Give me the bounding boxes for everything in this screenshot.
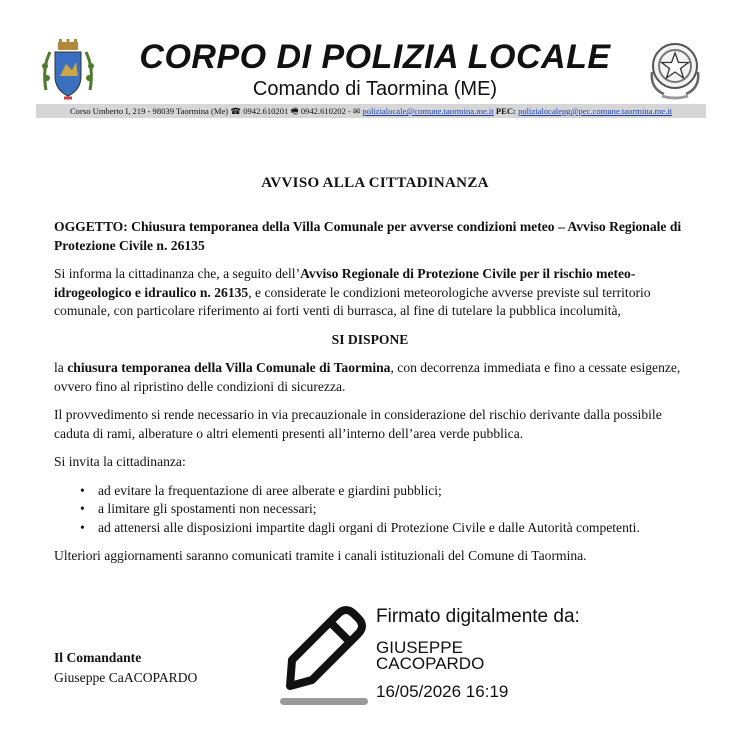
pec-link[interactable]: polizialocalepg@pec.comune.taormina.me.it (518, 106, 673, 116)
closure-start: la (54, 360, 68, 375)
digital-signature-datetime: 16/05/2026 16:19 (376, 682, 509, 701)
pec-label: PEC: (495, 106, 516, 116)
fax-number: 0942.610202 (300, 106, 346, 116)
invite-paragraph: Si invita la cittadinanza: (54, 454, 186, 469)
fax-icon: 🖷 (290, 106, 299, 116)
page-subtitle: Comando di Taormina (ME) (252, 78, 498, 100)
pen-signature-icon (278, 600, 370, 710)
list-item: • a limitare gli spostamenti non necessari; (98, 500, 686, 519)
closure-end: , con decorrenza immediata e fino a cessate esigenze, ovvero fino al ripristino delle condizioni di sicurezza. (54, 360, 681, 394)
instruction-list (54, 482, 686, 538)
italian-republic-emblem-icon (644, 36, 706, 102)
notice-heading: AVVISO ALLA CITTADINANZA (261, 175, 489, 191)
list-item: • ad evitare la frequentazione di aree alberate e giardini pubblici; (98, 482, 686, 501)
intro-bold: Avviso Regionale di Protezione Civile per il rischio meteo-idrogeologico e idraulico n. 26135 (54, 266, 636, 300)
phone-number: 0942.610201 (243, 106, 289, 116)
closure-paragraph (54, 359, 686, 396)
digital-signer-name-last: CACOPARDO (376, 654, 485, 673)
intro-start: Si informa la cittadinanza che, a seguito dell’ (54, 266, 301, 281)
intro-paragraph (54, 265, 686, 321)
contact-bar: Corso Umberto I, 219 - 98039 Taormina (Me) ☎ 0942.610201 🖷 0942.610202 - ✉ polizialocale@comune.taormina.me.it PEC: polizialocalepg@pec.comune.taormina.me.it (36, 104, 706, 118)
letterhead (0, 0, 750, 120)
notice-body (54, 218, 686, 576)
email-link[interactable]: polizialocale@comune.taormina.me.it (362, 106, 494, 116)
list-item: • ad attenersi alle disposizioni impartite dagli organi di Protezione Civile e dalle Autorità competenti. (98, 519, 686, 538)
phone-icon: ☎ (230, 106, 242, 116)
digital-signer-name-first: GIUSEPPE (376, 638, 463, 657)
notice-subject: OGGETTO: Chiusura temporanea della Villa Comunale per avverse condizioni meteo – Avviso Regionale di Protezione Civile n. 26135 (54, 219, 682, 253)
address-text: Corso Umberto I, 219 - 98039 Taormina (Me) (69, 106, 229, 116)
page-title: CORPO DI POLIZIA LOCALE (139, 38, 611, 76)
digital-signature (376, 606, 580, 702)
municipal-crest-icon (40, 38, 96, 102)
signer-role: Il Comandante (54, 650, 142, 665)
intro-end: , e considerate le condizioni meteorologiche avverse previste sul territorio comunale, con particolare riferimento ai forti venti di burrasca, al fine di tutelare la pubblica incolumità, (54, 284, 651, 318)
signature-block (54, 648, 197, 688)
closure-bold: chiusura temporanea della Villa Comunale di Taormina (67, 360, 391, 375)
email-icon: ✉ (353, 106, 361, 116)
updates-paragraph: Ulteriori aggiornamenti saranno comunicati tramite i canali istituzionali del Comune di Taormina. (54, 548, 587, 563)
signer-name: Giuseppe CaACOPARDO (54, 670, 198, 685)
reason-paragraph: Il provvedimento si rende necessario in via precauzionale in considerazione del rischio derivante dalla possibile caduta di rami, alberature o altri elementi presenti all’interno dell’area verde pubblica. (54, 407, 662, 441)
dispone-heading: SI DISPONE (331, 331, 409, 347)
digital-signature-label: Firmato digitalmente da: (376, 606, 580, 627)
